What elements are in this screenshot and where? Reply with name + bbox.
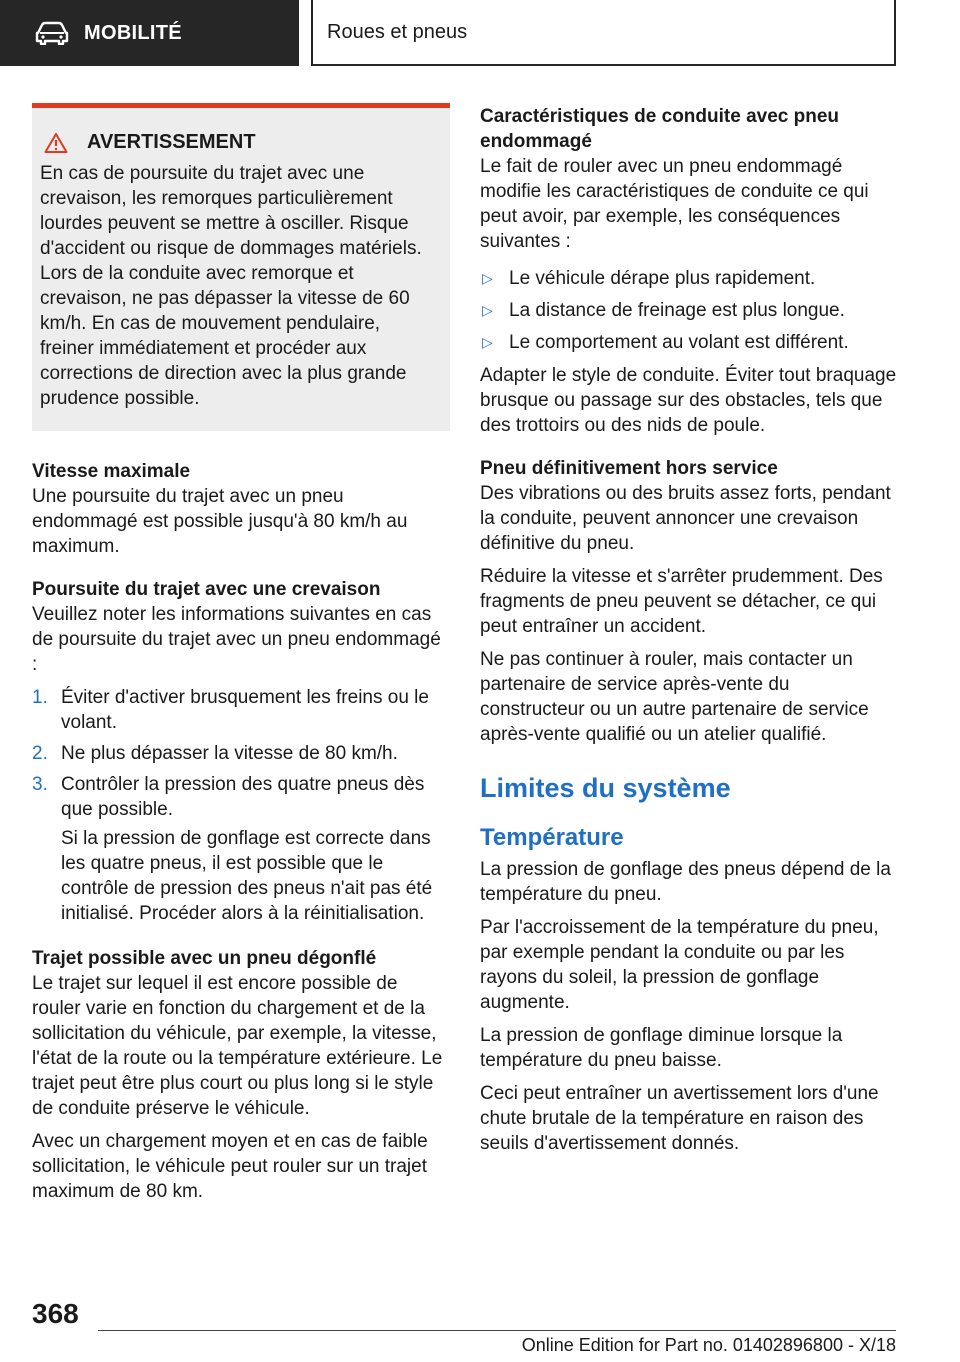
poursuite-list bbox=[32, 685, 450, 822]
hors-service-paragraph-1: Des vibrations ou des bruits assez forts, pendant la conduite, peuvent annoncer une crevaison définitive du pneu. bbox=[480, 483, 891, 554]
temperature-paragraph-3: La pression de gonflage diminue lorsque la température du pneu baisse. bbox=[480, 1025, 843, 1071]
car-icon bbox=[34, 21, 70, 45]
list-number: 1. bbox=[32, 687, 48, 708]
list-text: Éviter d'activer brusquement les freins ou le volant. bbox=[61, 687, 429, 733]
triangle-bullet-icon: ▷ bbox=[482, 334, 493, 350]
poursuite-subtext: Si la pression de gonflage est correcte dans les quatre pneus, il est possible que le contrôle de pression des pneus n'ait pas été initialisé. Procéder alors à la réinitialisation. bbox=[61, 828, 433, 924]
list-item bbox=[480, 330, 898, 355]
warning-triangle-icon bbox=[44, 132, 68, 154]
warning-title: AVERTISSEMENT bbox=[87, 131, 256, 153]
list-number: 2. bbox=[32, 743, 48, 764]
temperature-paragraph-2: Par l'accroissement de la température du pneu, par exemple pendant la conduite ou par les rayons du soleil, la pression de gonflage augmente. bbox=[480, 917, 879, 1013]
hors-service-heading: Pneu définitivement hors service bbox=[480, 458, 778, 479]
section-poursuite bbox=[32, 577, 450, 926]
triangle-bullet-icon: ▷ bbox=[482, 302, 493, 318]
trajet-heading: Trajet possible avec un pneu dégonflé bbox=[32, 948, 377, 969]
section-temperature bbox=[480, 823, 898, 1156]
limites-heading: Limites du système bbox=[480, 773, 731, 803]
section-title: MOBILITÉ bbox=[84, 21, 182, 44]
left-column bbox=[32, 103, 450, 1212]
warning-heading bbox=[40, 130, 438, 155]
list-text: Contrôler la pression des quatre pneus dès que possible. bbox=[61, 774, 425, 820]
section-caracteristiques bbox=[480, 104, 898, 438]
page-header bbox=[0, 0, 960, 66]
list-text: Ne plus dépasser la vitesse de 80 km/h. bbox=[61, 743, 398, 764]
chapter-title: Roues et pneus bbox=[327, 20, 468, 43]
list-item bbox=[32, 772, 450, 822]
chapter-box bbox=[311, 0, 896, 66]
triangle-bullet-icon: ▷ bbox=[482, 270, 493, 286]
temperature-paragraph-1: La pression de gonflage des pneus dépend de la température du pneu. bbox=[480, 859, 891, 905]
section-vitesse bbox=[32, 459, 450, 559]
list-text: La distance de freinage est plus longue. bbox=[509, 300, 845, 321]
trajet-paragraph-1: Le trajet sur lequel il est encore possible de rouler varie en fonction du chargement et de la sollicitation du véhicule, par exemple, la vitesse, l'état de la route ou la température extérieure. Le trajet peut être plus court ou plus long si le style de conduite préserve le véhicule. bbox=[32, 973, 443, 1119]
list-item bbox=[480, 266, 898, 291]
footer-divider bbox=[98, 1330, 896, 1331]
section-trajet bbox=[32, 946, 450, 1204]
trajet-paragraph-2: Avec un chargement moyen et en cas de faible sollicitation, le véhicule peut rouler sur un trajet maximum de 80 km. bbox=[32, 1131, 428, 1202]
hors-service-paragraph-2: Réduire la vitesse et s'arrêter prudemment. Des fragments de pneu peuvent se détacher, ce qui peut entraîner un accident. bbox=[480, 566, 883, 637]
list-item bbox=[32, 741, 450, 766]
right-column bbox=[480, 104, 898, 1164]
hors-service-paragraph-3: Ne pas continuer à rouler, mais contacter un partenaire de service après-vente du constructeur ou un autre partenaire de service après-vente qualifié ou un atelier qualifié. bbox=[480, 649, 869, 745]
page-number: 368 bbox=[32, 1298, 79, 1329]
caracteristiques-intro: Le fait de rouler avec un pneu endommagé modifie les caractéristiques de conduite ce qui peut avoir, par exemple, les conséquences suivantes : bbox=[480, 156, 869, 252]
caracteristiques-list bbox=[480, 266, 898, 355]
caracteristiques-heading: Caractéristiques de conduite avec pneu endommagé bbox=[480, 106, 840, 152]
list-text: Le comportement au volant est différent. bbox=[509, 332, 849, 353]
section-tab bbox=[0, 0, 299, 66]
footer-edition: Online Edition for Part no. 01402896800 - X/18 bbox=[521, 1335, 896, 1355]
warning-text: En cas de poursuite du trajet avec une crevaison, les remorques particulièrement lourdes peuvent se mettre à osciller. Risque d'accident ou risque de dommages matériels. Lors de la conduite avec remorque et crevaison, ne pas dépasser la vitesse de 60 km/h. En cas de mouvement pendulaire, freiner immédiatement et procéder aux corrections de direction avec la plus grande prudence possible. bbox=[40, 163, 422, 409]
caracteristiques-after: Adapter le style de conduite. Éviter tout braquage brusque ou passage sur des obstacles, tels que des trottoirs ou des nids de poule. bbox=[480, 365, 897, 436]
vitesse-heading: Vitesse maximale bbox=[32, 461, 191, 482]
list-text: Le véhicule dérape plus rapidement. bbox=[509, 268, 816, 289]
poursuite-heading: Poursuite du trajet avec une crevaison bbox=[32, 579, 381, 600]
vitesse-text: Une poursuite du trajet avec un pneu endommagé est possible jusqu'à 80 km/h au maximum. bbox=[32, 486, 408, 557]
list-number: 3. bbox=[32, 774, 48, 795]
temperature-heading: Température bbox=[480, 824, 624, 851]
temperature-paragraph-4: Ceci peut entraîner un avertissement lors d'une chute brutale de la température en raison des seuils d'avertissement donnés. bbox=[480, 1083, 879, 1154]
warning-box bbox=[32, 103, 450, 431]
section-hors-service bbox=[480, 456, 898, 747]
list-item bbox=[32, 685, 450, 735]
list-item bbox=[480, 298, 898, 323]
poursuite-intro: Veuillez noter les informations suivantes en cas de poursuite du trajet avec un pneu endommagé : bbox=[32, 604, 441, 675]
